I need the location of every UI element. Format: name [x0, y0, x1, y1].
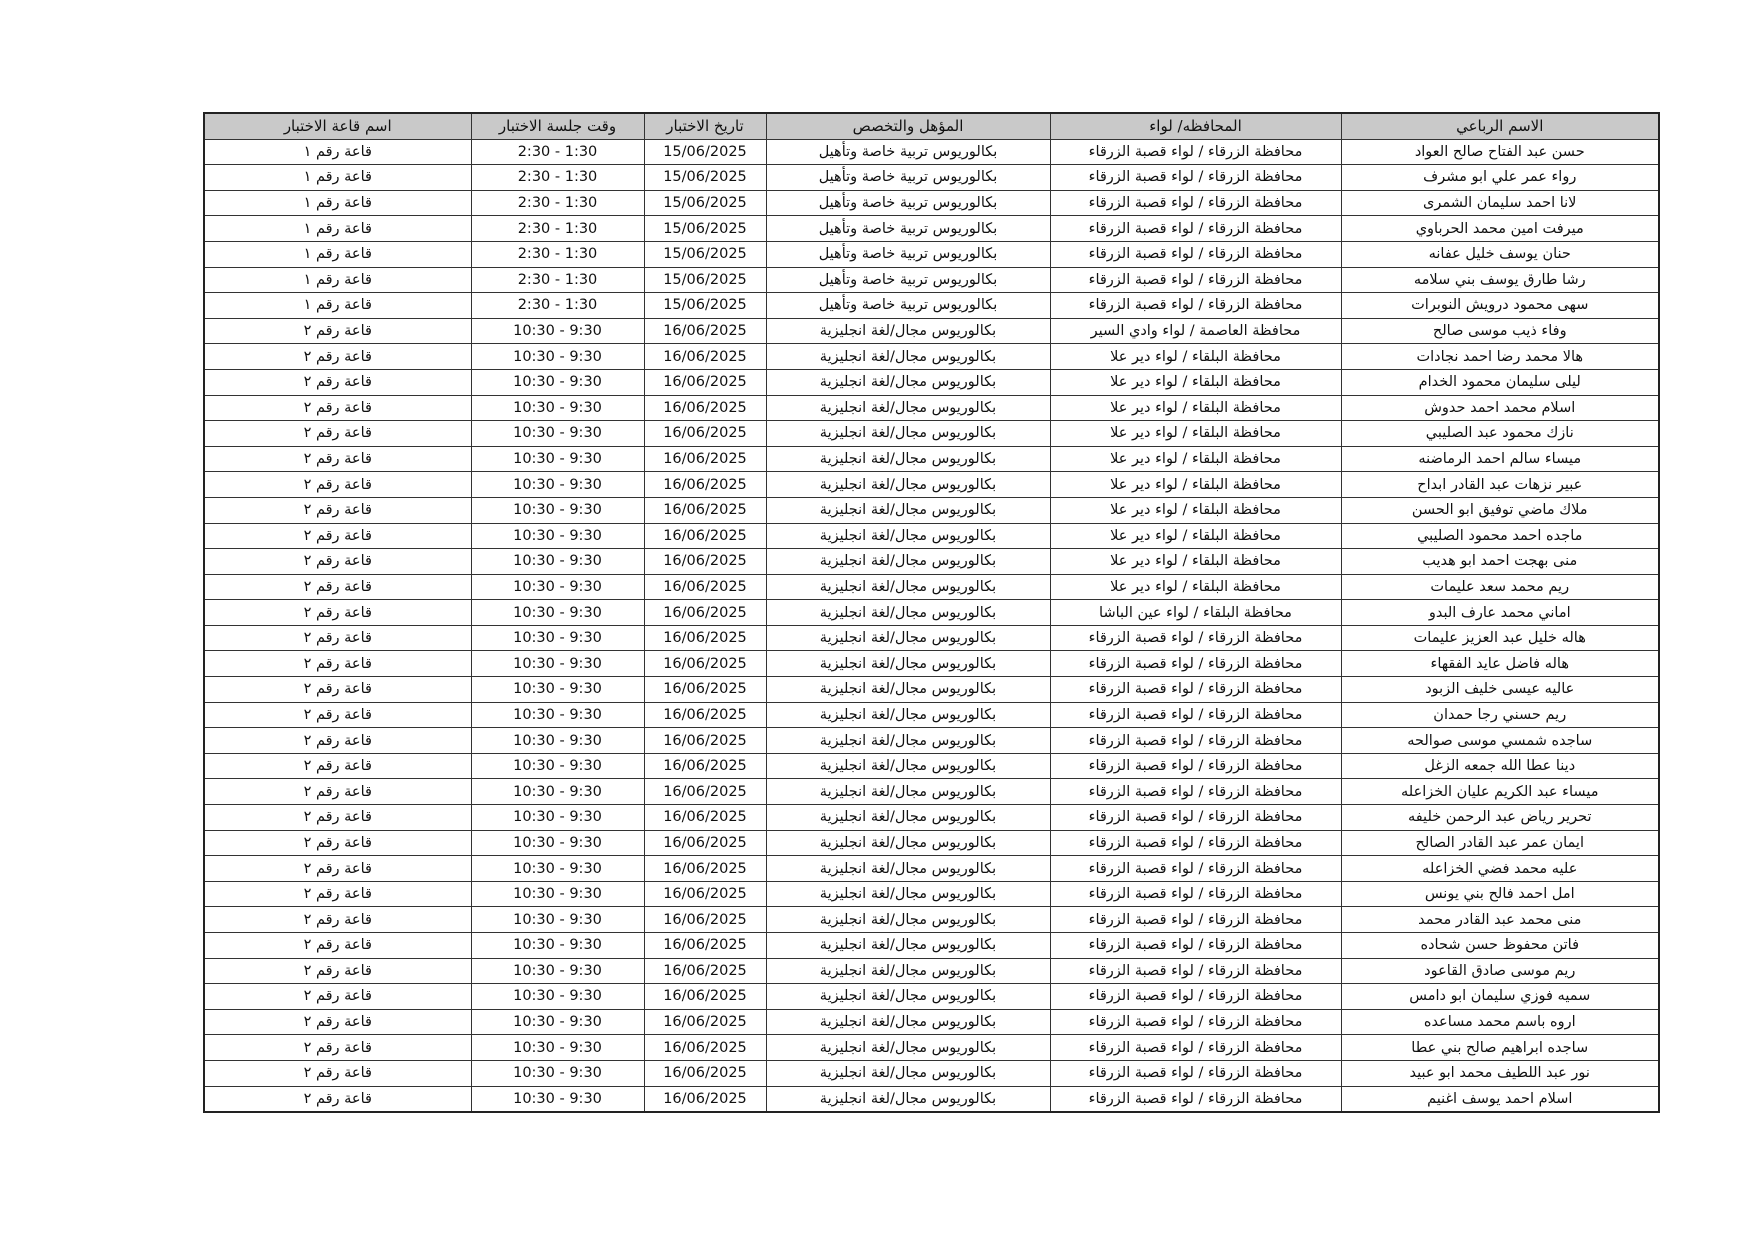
table-row — [204, 958, 1659, 984]
cell-exam-hall: قاعة رقم ٢ — [204, 728, 471, 754]
cell-governorate: محافظة الزرقاء / لواء قصبة الزرقاء — [1050, 1009, 1341, 1035]
cell-full-name: ساجده ابراهيم صالح بني عطا — [1341, 1035, 1659, 1061]
header-row — [204, 113, 1659, 139]
cell-full-name: ايمان عمر عبد القادر الصالح — [1341, 830, 1659, 856]
cell-exam-time: 2:30 - 1:30 — [471, 165, 644, 191]
cell-governorate: محافظة الزرقاء / لواء قصبة الزرقاء — [1050, 651, 1341, 677]
cell-exam-time: 2:30 - 1:30 — [471, 241, 644, 267]
cell-exam-time: 10:30 - 9:30 — [471, 1035, 644, 1061]
cell-full-name: ساجده شمسي موسى صوالحه — [1341, 728, 1659, 754]
table-row — [204, 574, 1659, 600]
cell-exam-time: 10:30 - 9:30 — [471, 625, 644, 651]
cell-full-name: حسن عبد الفتاح صالح العواد — [1341, 139, 1659, 165]
cell-qualification: بكالوريوس تربية خاصة وتأهيل — [766, 267, 1050, 293]
table-row — [204, 805, 1659, 831]
cell-exam-hall: قاعة رقم ١ — [204, 190, 471, 216]
cell-governorate: محافظة الزرقاء / لواء قصبة الزرقاء — [1050, 1035, 1341, 1061]
cell-exam-hall: قاعة رقم ٢ — [204, 318, 471, 344]
cell-full-name: ريم حسني رجا حمدان — [1341, 702, 1659, 728]
cell-exam-date: 15/06/2025 — [644, 190, 766, 216]
cell-governorate: محافظة البلقاء / لواء دير علا — [1050, 344, 1341, 370]
exam-schedule-table — [203, 112, 1660, 1113]
cell-governorate: محافظة الزرقاء / لواء قصبة الزرقاء — [1050, 190, 1341, 216]
cell-exam-time: 10:30 - 9:30 — [471, 753, 644, 779]
cell-governorate: محافظة العاصمة / لواء وادي السير — [1050, 318, 1341, 344]
cell-exam-date: 16/06/2025 — [644, 984, 766, 1010]
table-row — [204, 446, 1659, 472]
table-row — [204, 1009, 1659, 1035]
cell-exam-hall: قاعة رقم ٢ — [204, 625, 471, 651]
table-row — [204, 651, 1659, 677]
cell-governorate: محافظة الزرقاء / لواء قصبة الزرقاء — [1050, 139, 1341, 165]
cell-qualification: بكالوريوس مجال/لغة انجليزية — [766, 651, 1050, 677]
cell-exam-hall: قاعة رقم ١ — [204, 165, 471, 191]
cell-exam-date: 16/06/2025 — [644, 677, 766, 703]
cell-full-name: امل احمد فالح بني يونس — [1341, 881, 1659, 907]
cell-qualification: بكالوريوس مجال/لغة انجليزية — [766, 344, 1050, 370]
cell-governorate: محافظة الزرقاء / لواء قصبة الزرقاء — [1050, 753, 1341, 779]
cell-governorate: محافظة الزرقاء / لواء قصبة الزرقاء — [1050, 830, 1341, 856]
cell-exam-hall: قاعة رقم ٢ — [204, 1035, 471, 1061]
cell-qualification: بكالوريوس مجال/لغة انجليزية — [766, 1086, 1050, 1112]
cell-exam-hall: قاعة رقم ٢ — [204, 677, 471, 703]
cell-full-name: رواء عمر علي ابو مشرف — [1341, 165, 1659, 191]
cell-governorate: محافظة الزرقاء / لواء قصبة الزرقاء — [1050, 165, 1341, 191]
cell-full-name: نور عبد اللطيف محمد ابو عبيد — [1341, 1060, 1659, 1086]
cell-full-name: ماجده احمد محمود الصليبي — [1341, 523, 1659, 549]
cell-full-name: دينا عطا الله جمعه الزغل — [1341, 753, 1659, 779]
cell-exam-hall: قاعة رقم ٢ — [204, 1086, 471, 1112]
table-row — [204, 1060, 1659, 1086]
table-row — [204, 267, 1659, 293]
table-row — [204, 625, 1659, 651]
table-row — [204, 293, 1659, 319]
cell-exam-time: 10:30 - 9:30 — [471, 497, 644, 523]
cell-qualification: بكالوريوس مجال/لغة انجليزية — [766, 574, 1050, 600]
table-row — [204, 1086, 1659, 1112]
table-row — [204, 933, 1659, 959]
cell-exam-date: 16/06/2025 — [644, 779, 766, 805]
cell-exam-hall: قاعة رقم ٢ — [204, 856, 471, 882]
cell-full-name: سميه فوزي سليمان ابو دامس — [1341, 984, 1659, 1010]
cell-exam-hall: قاعة رقم ١ — [204, 139, 471, 165]
cell-qualification: بكالوريوس مجال/لغة انجليزية — [766, 446, 1050, 472]
cell-exam-time: 10:30 - 9:30 — [471, 369, 644, 395]
cell-qualification: بكالوريوس مجال/لغة انجليزية — [766, 753, 1050, 779]
cell-full-name: منى محمد عبد القادر محمد — [1341, 907, 1659, 933]
cell-qualification: بكالوريوس مجال/لغة انجليزية — [766, 677, 1050, 703]
cell-exam-date: 15/06/2025 — [644, 165, 766, 191]
cell-exam-hall: قاعة رقم ٢ — [204, 344, 471, 370]
cell-qualification: بكالوريوس تربية خاصة وتأهيل — [766, 216, 1050, 242]
cell-exam-date: 16/06/2025 — [644, 702, 766, 728]
cell-exam-date: 16/06/2025 — [644, 344, 766, 370]
cell-exam-time: 10:30 - 9:30 — [471, 933, 644, 959]
cell-qualification: بكالوريوس مجال/لغة انجليزية — [766, 472, 1050, 498]
cell-qualification: بكالوريوس تربية خاصة وتأهيل — [766, 293, 1050, 319]
header-governorate: المحافظه/ لواء — [1050, 113, 1341, 139]
cell-full-name: حنان يوسف خليل عفانه — [1341, 241, 1659, 267]
cell-exam-hall: قاعة رقم ٢ — [204, 881, 471, 907]
cell-exam-hall: قاعة رقم ٢ — [204, 1009, 471, 1035]
cell-exam-time: 10:30 - 9:30 — [471, 1009, 644, 1035]
cell-qualification: بكالوريوس مجال/لغة انجليزية — [766, 1035, 1050, 1061]
cell-exam-date: 15/06/2025 — [644, 139, 766, 165]
cell-governorate: محافظة البلقاء / لواء دير علا — [1050, 549, 1341, 575]
cell-governorate: محافظة البلقاء / لواء عين الباشا — [1050, 600, 1341, 626]
cell-qualification: بكالوريوس مجال/لغة انجليزية — [766, 497, 1050, 523]
cell-exam-date: 15/06/2025 — [644, 241, 766, 267]
cell-exam-date: 16/06/2025 — [644, 907, 766, 933]
cell-governorate: محافظة الزرقاء / لواء قصبة الزرقاء — [1050, 958, 1341, 984]
cell-governorate: محافظة الزرقاء / لواء قصبة الزرقاء — [1050, 805, 1341, 831]
header-exam-time: وقت جلسة الاختبار — [471, 113, 644, 139]
table-row — [204, 395, 1659, 421]
cell-exam-hall: قاعة رقم ٢ — [204, 523, 471, 549]
table-row — [204, 728, 1659, 754]
cell-exam-hall: قاعة رقم ٢ — [204, 446, 471, 472]
table-row — [204, 856, 1659, 882]
table-row — [204, 318, 1659, 344]
header-exam-hall: اسم قاعة الاختبار — [204, 113, 471, 139]
cell-governorate: محافظة الزرقاء / لواء قصبة الزرقاء — [1050, 728, 1341, 754]
table-row — [204, 472, 1659, 498]
cell-full-name: نازك محمود عبد الصليبي — [1341, 421, 1659, 447]
table-row — [204, 421, 1659, 447]
cell-qualification: بكالوريوس مجال/لغة انجليزية — [766, 523, 1050, 549]
cell-qualification: بكالوريوس مجال/لغة انجليزية — [766, 728, 1050, 754]
cell-governorate: محافظة البلقاء / لواء دير علا — [1050, 523, 1341, 549]
cell-full-name: وفاء ذيب موسى صالح — [1341, 318, 1659, 344]
cell-exam-hall: قاعة رقم ٢ — [204, 805, 471, 831]
cell-governorate: محافظة الزرقاء / لواء قصبة الزرقاء — [1050, 216, 1341, 242]
cell-full-name: تحرير رياض عبد الرحمن خليفه — [1341, 805, 1659, 831]
cell-exam-date: 16/06/2025 — [644, 881, 766, 907]
cell-full-name: ريم موسى صادق القاعود — [1341, 958, 1659, 984]
cell-qualification: بكالوريوس مجال/لغة انجليزية — [766, 779, 1050, 805]
cell-exam-date: 16/06/2025 — [644, 395, 766, 421]
cell-qualification: بكالوريوس مجال/لغة انجليزية — [766, 549, 1050, 575]
table-row — [204, 523, 1659, 549]
cell-full-name: عبير نزهات عبد القادر ابداح — [1341, 472, 1659, 498]
cell-qualification: بكالوريوس تربية خاصة وتأهيل — [766, 165, 1050, 191]
cell-exam-time: 10:30 - 9:30 — [471, 344, 644, 370]
table-header — [204, 113, 1659, 139]
cell-exam-hall: قاعة رقم ٢ — [204, 702, 471, 728]
cell-exam-time: 10:30 - 9:30 — [471, 549, 644, 575]
cell-full-name: فاتن محفوظ حسن شحاده — [1341, 933, 1659, 959]
table-row — [204, 369, 1659, 395]
cell-exam-date: 16/06/2025 — [644, 472, 766, 498]
table-row — [204, 497, 1659, 523]
cell-exam-time: 2:30 - 1:30 — [471, 190, 644, 216]
cell-full-name: هاله فاضل عايد الفقهاء — [1341, 651, 1659, 677]
cell-exam-time: 10:30 - 9:30 — [471, 446, 644, 472]
cell-exam-hall: قاعة رقم ١ — [204, 241, 471, 267]
cell-exam-time: 10:30 - 9:30 — [471, 523, 644, 549]
cell-exam-hall: قاعة رقم ١ — [204, 267, 471, 293]
header-exam-date: تاريخ الاختبار — [644, 113, 766, 139]
cell-governorate: محافظة الزرقاء / لواء قصبة الزرقاء — [1050, 933, 1341, 959]
table-row — [204, 190, 1659, 216]
cell-exam-hall: قاعة رقم ٢ — [204, 395, 471, 421]
cell-full-name: اروه باسم محمد مساعده — [1341, 1009, 1659, 1035]
cell-exam-hall: قاعة رقم ٢ — [204, 984, 471, 1010]
cell-exam-time: 10:30 - 9:30 — [471, 395, 644, 421]
cell-exam-time: 10:30 - 9:30 — [471, 600, 644, 626]
cell-exam-date: 16/06/2025 — [644, 933, 766, 959]
cell-exam-date: 16/06/2025 — [644, 830, 766, 856]
cell-exam-time: 10:30 - 9:30 — [471, 472, 644, 498]
cell-exam-hall: قاعة رقم ٢ — [204, 830, 471, 856]
cell-exam-date: 16/06/2025 — [644, 421, 766, 447]
cell-governorate: محافظة البلقاء / لواء دير علا — [1050, 395, 1341, 421]
cell-full-name: عاليه عيسى خليف الزبود — [1341, 677, 1659, 703]
cell-exam-date: 16/06/2025 — [644, 446, 766, 472]
cell-governorate: محافظة الزرقاء / لواء قصبة الزرقاء — [1050, 856, 1341, 882]
cell-exam-date: 15/06/2025 — [644, 216, 766, 242]
cell-exam-time: 10:30 - 9:30 — [471, 318, 644, 344]
cell-exam-time: 10:30 - 9:30 — [471, 856, 644, 882]
cell-exam-date: 16/06/2025 — [644, 574, 766, 600]
cell-exam-date: 16/06/2025 — [644, 600, 766, 626]
cell-qualification: بكالوريوس مجال/لغة انجليزية — [766, 702, 1050, 728]
cell-exam-date: 15/06/2025 — [644, 293, 766, 319]
cell-exam-date: 16/06/2025 — [644, 651, 766, 677]
cell-governorate: محافظة البلقاء / لواء دير علا — [1050, 472, 1341, 498]
table-row — [204, 139, 1659, 165]
cell-exam-hall: قاعة رقم ٢ — [204, 933, 471, 959]
cell-qualification: بكالوريوس مجال/لغة انجليزية — [766, 933, 1050, 959]
cell-exam-time: 10:30 - 9:30 — [471, 1060, 644, 1086]
cell-exam-date: 16/06/2025 — [644, 1035, 766, 1061]
cell-exam-hall: قاعة رقم ٢ — [204, 421, 471, 447]
table-row — [204, 984, 1659, 1010]
cell-qualification: بكالوريوس مجال/لغة انجليزية — [766, 984, 1050, 1010]
cell-qualification: بكالوريوس تربية خاصة وتأهيل — [766, 190, 1050, 216]
table-row — [204, 549, 1659, 575]
cell-qualification: بكالوريوس مجال/لغة انجليزية — [766, 318, 1050, 344]
cell-qualification: بكالوريوس تربية خاصة وتأهيل — [766, 139, 1050, 165]
cell-exam-hall: قاعة رقم ٢ — [204, 907, 471, 933]
cell-governorate: محافظة البلقاء / لواء دير علا — [1050, 421, 1341, 447]
header-full-name: الاسم الرباعي — [1341, 113, 1659, 139]
cell-exam-date: 16/06/2025 — [644, 523, 766, 549]
cell-governorate: محافظة الزرقاء / لواء قصبة الزرقاء — [1050, 984, 1341, 1010]
table-row — [204, 830, 1659, 856]
cell-governorate: محافظة الزرقاء / لواء قصبة الزرقاء — [1050, 702, 1341, 728]
cell-governorate: محافظة الزرقاء / لواء قصبة الزرقاء — [1050, 779, 1341, 805]
cell-exam-hall: قاعة رقم ٢ — [204, 472, 471, 498]
cell-exam-date: 16/06/2025 — [644, 856, 766, 882]
cell-governorate: محافظة الزرقاء / لواء قصبة الزرقاء — [1050, 1060, 1341, 1086]
cell-governorate: محافظة الزرقاء / لواء قصبة الزرقاء — [1050, 293, 1341, 319]
cell-full-name: هاله خليل عبد العزيز عليمات — [1341, 625, 1659, 651]
cell-governorate: محافظة الزرقاء / لواء قصبة الزرقاء — [1050, 881, 1341, 907]
cell-exam-date: 16/06/2025 — [644, 753, 766, 779]
cell-qualification: بكالوريوس مجال/لغة انجليزية — [766, 805, 1050, 831]
cell-exam-time: 10:30 - 9:30 — [471, 1086, 644, 1112]
cell-exam-hall: قاعة رقم ٢ — [204, 497, 471, 523]
cell-qualification: بكالوريوس مجال/لغة انجليزية — [766, 907, 1050, 933]
cell-full-name: منى بهجت احمد ابو هديب — [1341, 549, 1659, 575]
cell-exam-hall: قاعة رقم ٢ — [204, 369, 471, 395]
cell-governorate: محافظة البلقاء / لواء دير علا — [1050, 497, 1341, 523]
cell-full-name: عليه محمد فضي الخزاعله — [1341, 856, 1659, 882]
cell-exam-date: 16/06/2025 — [644, 728, 766, 754]
cell-qualification: بكالوريوس مجال/لغة انجليزية — [766, 958, 1050, 984]
cell-exam-time: 10:30 - 9:30 — [471, 984, 644, 1010]
table-row — [204, 216, 1659, 242]
cell-exam-date: 16/06/2025 — [644, 1060, 766, 1086]
table-row — [204, 1035, 1659, 1061]
cell-exam-time: 10:30 - 9:30 — [471, 421, 644, 447]
cell-exam-time: 10:30 - 9:30 — [471, 702, 644, 728]
cell-exam-date: 15/06/2025 — [644, 267, 766, 293]
cell-qualification: بكالوريوس مجال/لغة انجليزية — [766, 830, 1050, 856]
cell-full-name: اسلام محمد احمد حدوش — [1341, 395, 1659, 421]
cell-exam-hall: قاعة رقم ٢ — [204, 958, 471, 984]
cell-exam-time: 2:30 - 1:30 — [471, 293, 644, 319]
table-row — [204, 677, 1659, 703]
cell-exam-time: 10:30 - 9:30 — [471, 830, 644, 856]
cell-full-name: لانا احمد سليمان الشمرى — [1341, 190, 1659, 216]
cell-exam-time: 10:30 - 9:30 — [471, 881, 644, 907]
table-row — [204, 881, 1659, 907]
cell-governorate: محافظة البلقاء / لواء دير علا — [1050, 574, 1341, 600]
cell-exam-time: 2:30 - 1:30 — [471, 216, 644, 242]
cell-qualification: بكالوريوس مجال/لغة انجليزية — [766, 856, 1050, 882]
cell-qualification: بكالوريوس مجال/لغة انجليزية — [766, 1009, 1050, 1035]
table-body — [204, 139, 1659, 1112]
cell-exam-hall: قاعة رقم ٢ — [204, 1060, 471, 1086]
cell-exam-date: 16/06/2025 — [644, 625, 766, 651]
cell-exam-date: 16/06/2025 — [644, 369, 766, 395]
cell-governorate: محافظة البلقاء / لواء دير علا — [1050, 369, 1341, 395]
table-row — [204, 165, 1659, 191]
cell-full-name: ملاك ماضي توفيق ابو الحسن — [1341, 497, 1659, 523]
cell-exam-date: 16/06/2025 — [644, 1009, 766, 1035]
header-qualification: المؤهل والتخصص — [766, 113, 1050, 139]
cell-exam-date: 16/06/2025 — [644, 958, 766, 984]
cell-exam-hall: قاعة رقم ٢ — [204, 600, 471, 626]
cell-exam-date: 16/06/2025 — [644, 549, 766, 575]
cell-exam-time: 10:30 - 9:30 — [471, 677, 644, 703]
cell-exam-hall: قاعة رقم ٢ — [204, 651, 471, 677]
cell-exam-time: 10:30 - 9:30 — [471, 728, 644, 754]
cell-exam-time: 10:30 - 9:30 — [471, 651, 644, 677]
cell-qualification: بكالوريوس مجال/لغة انجليزية — [766, 600, 1050, 626]
table-row — [204, 907, 1659, 933]
cell-exam-hall: قاعة رقم ٢ — [204, 549, 471, 575]
cell-qualification: بكالوريوس مجال/لغة انجليزية — [766, 1060, 1050, 1086]
table-row — [204, 753, 1659, 779]
cell-governorate: محافظة الزرقاء / لواء قصبة الزرقاء — [1050, 1086, 1341, 1112]
cell-exam-hall: قاعة رقم ١ — [204, 216, 471, 242]
cell-governorate: محافظة الزرقاء / لواء قصبة الزرقاء — [1050, 625, 1341, 651]
cell-full-name: ريم محمد سعد عليمات — [1341, 574, 1659, 600]
cell-exam-date: 16/06/2025 — [644, 318, 766, 344]
table-row — [204, 600, 1659, 626]
cell-full-name: ليلى سليمان محمود الخدام — [1341, 369, 1659, 395]
cell-qualification: بكالوريوس مجال/لغة انجليزية — [766, 881, 1050, 907]
cell-exam-date: 16/06/2025 — [644, 497, 766, 523]
cell-full-name: ميساء عبد الكريم عليان الخزاعله — [1341, 779, 1659, 805]
cell-governorate: محافظة البلقاء / لواء دير علا — [1050, 446, 1341, 472]
cell-full-name: ميرفت امين محمد الحرباوي — [1341, 216, 1659, 242]
cell-exam-time: 10:30 - 9:30 — [471, 907, 644, 933]
cell-exam-date: 16/06/2025 — [644, 1086, 766, 1112]
cell-qualification: بكالوريوس مجال/لغة انجليزية — [766, 625, 1050, 651]
cell-full-name: هالا محمد رضا احمد نجادات — [1341, 344, 1659, 370]
cell-exam-time: 10:30 - 9:30 — [471, 574, 644, 600]
cell-exam-time: 2:30 - 1:30 — [471, 139, 644, 165]
table-row — [204, 344, 1659, 370]
cell-exam-hall: قاعة رقم ١ — [204, 293, 471, 319]
cell-qualification: بكالوريوس مجال/لغة انجليزية — [766, 421, 1050, 447]
cell-qualification: بكالوريوس مجال/لغة انجليزية — [766, 395, 1050, 421]
cell-exam-hall: قاعة رقم ٢ — [204, 574, 471, 600]
table-row — [204, 702, 1659, 728]
table-row — [204, 241, 1659, 267]
cell-exam-hall: قاعة رقم ٢ — [204, 753, 471, 779]
cell-qualification: بكالوريوس تربية خاصة وتأهيل — [766, 241, 1050, 267]
cell-governorate: محافظة الزرقاء / لواء قصبة الزرقاء — [1050, 267, 1341, 293]
cell-full-name: ميساء سالم احمد الرماضنه — [1341, 446, 1659, 472]
cell-exam-time: 10:30 - 9:30 — [471, 779, 644, 805]
cell-full-name: اماني محمد عارف البدو — [1341, 600, 1659, 626]
cell-full-name: رشا طارق يوسف بني سلامه — [1341, 267, 1659, 293]
cell-exam-time: 2:30 - 1:30 — [471, 267, 644, 293]
cell-full-name: اسلام احمد يوسف اغنيم — [1341, 1086, 1659, 1112]
cell-governorate: محافظة الزرقاء / لواء قصبة الزرقاء — [1050, 907, 1341, 933]
cell-governorate: محافظة الزرقاء / لواء قصبة الزرقاء — [1050, 241, 1341, 267]
table-row — [204, 779, 1659, 805]
cell-qualification: بكالوريوس مجال/لغة انجليزية — [766, 369, 1050, 395]
cell-exam-time: 10:30 - 9:30 — [471, 805, 644, 831]
cell-governorate: محافظة الزرقاء / لواء قصبة الزرقاء — [1050, 677, 1341, 703]
cell-full-name: سهى محمود درويش النوبرات — [1341, 293, 1659, 319]
cell-exam-date: 16/06/2025 — [644, 805, 766, 831]
cell-exam-hall: قاعة رقم ٢ — [204, 779, 471, 805]
cell-exam-time: 10:30 - 9:30 — [471, 958, 644, 984]
